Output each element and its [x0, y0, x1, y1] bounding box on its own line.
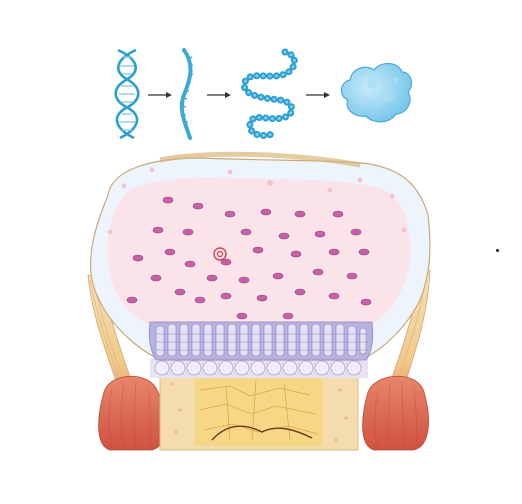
stray-dot [496, 249, 499, 252]
bone-tissue [160, 368, 358, 450]
dna-icon [116, 50, 139, 138]
right-muscle [363, 376, 429, 450]
arrow-3 [306, 92, 330, 98]
arrow-2 [207, 92, 231, 98]
proliferative-zone [149, 322, 373, 360]
hypertrophic-zone [150, 358, 368, 378]
protein-blob-icon [341, 63, 411, 121]
peptide-chain-icon [182, 50, 193, 138]
folded-chain-icon [244, 52, 294, 136]
left-muscle [99, 376, 166, 450]
arrow-1 [148, 92, 172, 98]
